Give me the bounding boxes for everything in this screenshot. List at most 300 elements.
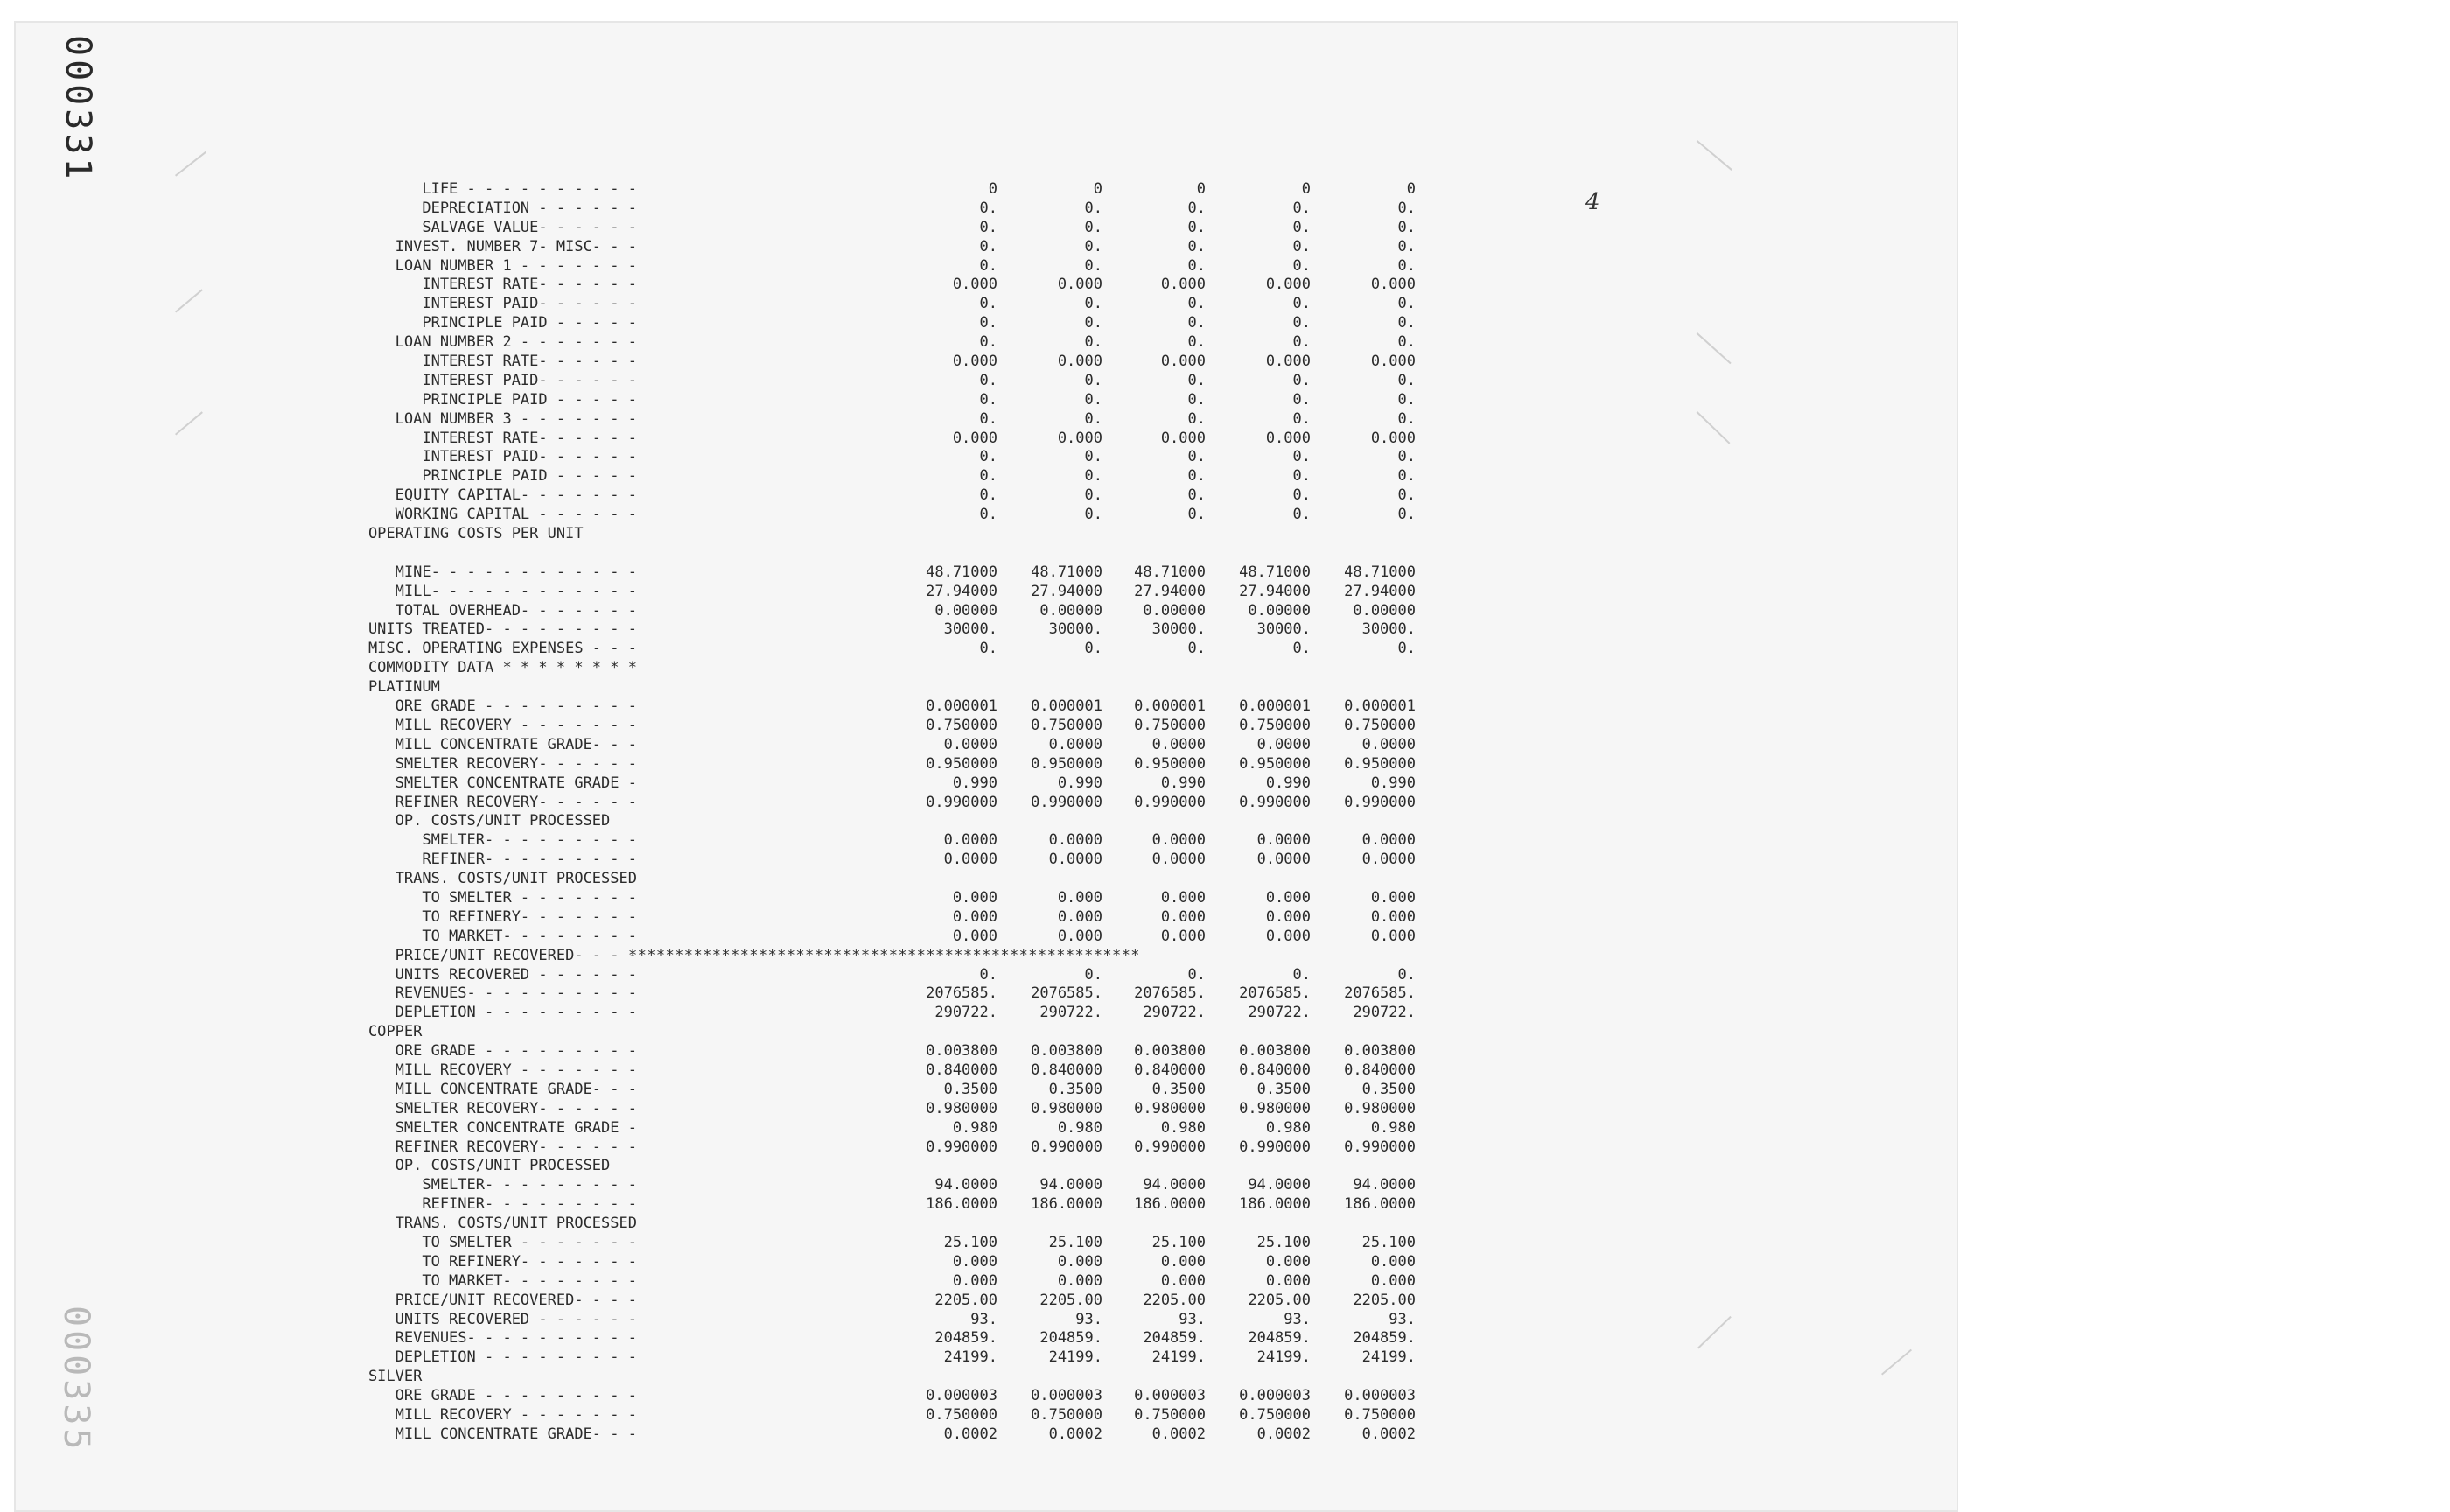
year-3-value: 0.000 <box>1160 1271 1206 1290</box>
report-row <box>332 582 1416 602</box>
year-1-value: 0. <box>979 371 998 389</box>
year-4-value: 0. <box>1292 314 1311 332</box>
year-5-value: 0. <box>1397 218 1416 236</box>
report-row <box>332 965 1416 985</box>
year-5-value: 0.840000 <box>1344 1060 1416 1079</box>
year-1-value: 0. <box>979 218 998 236</box>
year-1-value: 0.990000 <box>926 793 998 811</box>
year-5-value: 0.000 <box>1370 1271 1416 1290</box>
row-label: SMELTER RECOVERY- - - - - - <box>332 1099 637 1117</box>
row-label: TO MARKET- - - - - - - - <box>332 1271 637 1290</box>
year-2-value: 0.3500 <box>1048 1080 1102 1098</box>
row-label: ORE GRADE - - - - - - - - - <box>332 697 637 716</box>
year-4-value: 0.990000 <box>1239 793 1311 811</box>
year-5-value: 0. <box>1397 448 1416 466</box>
handwritten-margin-mark: 4 <box>1586 189 1600 215</box>
year-4-value: 30000. <box>1256 620 1311 639</box>
year-2-value: 0.980 <box>1057 1118 1102 1137</box>
report-row <box>332 390 1416 410</box>
year-1-value: 0. <box>979 295 998 313</box>
year-2-value: 0.000 <box>1057 1271 1102 1290</box>
year-4-value: 0.000 <box>1265 276 1311 294</box>
row-label: PRINCIPLE PAID - - - - - <box>332 390 637 409</box>
row-label: SILVER <box>332 1368 423 1386</box>
year-2-value: 0.00000 <box>1040 601 1102 620</box>
year-4-value: 0.00000 <box>1248 601 1311 620</box>
year-3-value: 0. <box>1187 333 1206 352</box>
year-3-value: 0. <box>1187 486 1206 505</box>
year-4-value: 27.94000 <box>1239 582 1311 600</box>
year-2-value: 0.0002 <box>1048 1424 1102 1443</box>
row-label: EQUITY CAPITAL- - - - - - - <box>332 486 637 505</box>
report-row <box>332 984 1416 1004</box>
year-2-value: 0.990000 <box>1031 1138 1102 1156</box>
row-label: REFINER- - - - - - - - - <box>332 1195 637 1214</box>
row-label: INVEST. NUMBER 7- MISC- - - <box>332 237 637 256</box>
report-row <box>332 1291 1416 1311</box>
report-row <box>332 295 1416 314</box>
report-row <box>332 180 1416 200</box>
year-3-value: 0. <box>1187 390 1206 409</box>
report-row <box>332 601 1416 621</box>
year-4-value: 0.0000 <box>1256 735 1311 753</box>
year-3-value: 0.950000 <box>1134 754 1206 773</box>
year-3-value: 0. <box>1187 371 1206 389</box>
year-3-value: 0. <box>1187 199 1206 217</box>
year-1-value: 0.0002 <box>943 1424 998 1443</box>
year-4-value: 24199. <box>1256 1348 1311 1367</box>
row-label: COPPER <box>332 1023 423 1041</box>
row-label: MILL RECOVERY - - - - - - - <box>332 1060 637 1079</box>
year-2-value: 0 <box>1093 180 1102 198</box>
year-4-value: 0.990000 <box>1239 1138 1311 1156</box>
year-5-value: 27.94000 <box>1344 582 1416 600</box>
year-5-value: 0.000 <box>1370 276 1416 294</box>
report-row <box>332 1348 1416 1368</box>
year-3-value: 0. <box>1187 314 1206 332</box>
report-row <box>332 448 1416 467</box>
row-label: PRICE/UNIT RECOVERED- - - - <box>332 1291 637 1309</box>
overflow-asterisks: ******************************************************* <box>628 946 1140 964</box>
year-3-value: 0.000 <box>1160 888 1206 906</box>
year-5-value: 0 <box>1406 180 1416 198</box>
year-1-value: 0.990000 <box>926 1138 998 1156</box>
year-1-value: 0.003800 <box>926 1042 998 1060</box>
year-5-value: 0. <box>1397 390 1416 409</box>
row-label: DEPRECIATION - - - - - - <box>332 199 637 217</box>
year-2-value: 0. <box>1084 640 1102 658</box>
year-2-value: 0. <box>1084 333 1102 352</box>
year-5-value: 0.750000 <box>1344 716 1416 734</box>
year-2-value: 0.750000 <box>1031 1406 1102 1424</box>
year-3-value: 0.000 <box>1160 1252 1206 1270</box>
report-row <box>332 314 1416 333</box>
report-row <box>332 1195 1416 1214</box>
year-2-value: 0.000 <box>1057 276 1102 294</box>
row-label: TRANS. COSTS/UNIT PROCESSED <box>332 1214 637 1233</box>
year-1-value: 0. <box>979 506 998 524</box>
year-2-value: 0.000001 <box>1031 697 1102 716</box>
faint-page-number-stamp <box>0 1306 96 1346</box>
year-5-value: 290722. <box>1353 1004 1416 1022</box>
year-1-value: 93. <box>970 1310 998 1328</box>
report-row <box>332 870 1172 889</box>
row-label: INTEREST RATE- - - - - - <box>332 276 637 294</box>
year-3-value: 0.000 <box>1160 907 1206 926</box>
year-1-value: 0. <box>979 199 998 217</box>
year-5-value: 0. <box>1397 410 1416 428</box>
year-5-value: 0.0000 <box>1362 850 1416 869</box>
year-4-value: 0.000003 <box>1239 1387 1311 1405</box>
year-4-value: 204859. <box>1248 1329 1311 1348</box>
year-1-value: 30000. <box>943 620 998 639</box>
year-3-value: 204859. <box>1143 1329 1206 1348</box>
year-2-value: 2076585. <box>1031 984 1102 1003</box>
report-row <box>332 1271 1416 1292</box>
report-row <box>332 1176 1416 1195</box>
year-1-value: 186.0000 <box>926 1195 998 1214</box>
year-2-value: 27.94000 <box>1031 582 1102 600</box>
year-5-value: 0.000 <box>1370 927 1416 945</box>
year-4-value: 0.000 <box>1265 927 1311 945</box>
year-2-value: 0. <box>1084 237 1102 256</box>
year-2-value: 0.000 <box>1057 1252 1102 1270</box>
year-3-value: 0.990 <box>1160 774 1206 792</box>
year-5-value: 0. <box>1397 199 1416 217</box>
year-1-value: 0 <box>988 180 998 198</box>
year-1-value: 2076585. <box>926 984 998 1003</box>
report-row <box>332 697 1416 717</box>
year-5-value: 0.000 <box>1370 907 1416 926</box>
year-2-value: 0.000 <box>1057 353 1102 371</box>
year-2-value: 0. <box>1084 486 1102 505</box>
year-3-value: 0 <box>1196 180 1206 198</box>
report-row <box>332 199 1416 219</box>
year-5-value: 0.000001 <box>1344 697 1416 716</box>
row-label: UNITS TREATED- - - - - - - - - <box>332 620 637 639</box>
year-3-value: 24199. <box>1152 1348 1206 1367</box>
report-row <box>332 525 1172 544</box>
year-1-value: 0.950000 <box>926 754 998 773</box>
report-row <box>332 1060 1416 1081</box>
report-row <box>332 927 1416 947</box>
year-3-value: 0. <box>1187 640 1206 658</box>
row-label: LIFE - - - - - - - - - - <box>332 180 637 198</box>
year-5-value: 0.980000 <box>1344 1099 1416 1117</box>
row-label: TO MARKET- - - - - - - - <box>332 927 637 945</box>
row-label: MINE- - - - - - - - - - - - <box>332 563 637 581</box>
row-label: INTEREST RATE- - - - - - <box>332 429 637 447</box>
report-row <box>332 754 1416 774</box>
year-1-value: 0. <box>979 390 998 409</box>
year-2-value: 204859. <box>1040 1329 1102 1348</box>
report-row <box>332 1387 1416 1406</box>
report-row <box>332 774 1416 794</box>
year-5-value: 0. <box>1397 256 1416 275</box>
year-3-value: 0. <box>1187 506 1206 524</box>
year-4-value: 0. <box>1292 199 1311 217</box>
year-1-value: 0.0000 <box>943 850 998 869</box>
year-4-value: 0. <box>1292 237 1311 256</box>
year-1-value: 0.000 <box>952 353 998 371</box>
year-2-value: 0.000 <box>1057 429 1102 447</box>
year-2-value: 0.750000 <box>1031 716 1102 734</box>
row-label: OP. COSTS/UNIT PROCESSED <box>332 1157 611 1175</box>
year-4-value: 186.0000 <box>1239 1195 1311 1214</box>
year-1-value: 0. <box>979 965 998 984</box>
report-row <box>332 1118 1416 1138</box>
year-3-value: 0. <box>1187 295 1206 313</box>
row-label: TO REFINERY- - - - - - - <box>332 907 637 926</box>
row-label: REFINER RECOVERY- - - - - - <box>332 793 637 811</box>
row-label: INTEREST PAID- - - - - - <box>332 295 637 313</box>
year-4-value: 0 <box>1301 180 1311 198</box>
report-row <box>332 486 1416 506</box>
year-2-value: 0.000 <box>1057 927 1102 945</box>
year-5-value: 186.0000 <box>1344 1195 1416 1214</box>
report-row <box>332 371 1416 391</box>
year-3-value: 27.94000 <box>1134 582 1206 600</box>
row-label: SMELTER RECOVERY- - - - - - <box>332 754 637 773</box>
report-row <box>332 218 1416 238</box>
year-3-value: 0. <box>1187 256 1206 275</box>
year-3-value: 0.0000 <box>1152 735 1206 753</box>
report-row <box>332 1004 1416 1023</box>
year-4-value: 0. <box>1292 467 1311 486</box>
year-4-value: 2205.00 <box>1248 1291 1311 1309</box>
year-1-value: 0.000 <box>952 888 998 906</box>
year-5-value: 0. <box>1397 467 1416 486</box>
year-3-value: 0.003800 <box>1134 1042 1206 1060</box>
year-5-value: 0.000 <box>1370 353 1416 371</box>
year-5-value: 0.990000 <box>1344 793 1416 811</box>
year-3-value: 0.990000 <box>1134 793 1206 811</box>
row-label: MILL- - - - - - - - - - - - <box>332 582 637 600</box>
row-label: OPERATING COSTS PER UNIT <box>332 525 584 543</box>
row-label: TOTAL OVERHEAD- - - - - - - <box>332 601 637 620</box>
year-5-value: 0.750000 <box>1344 1406 1416 1424</box>
year-4-value: 0.000 <box>1265 353 1311 371</box>
row-label: PRINCIPLE PAID - - - - - <box>332 314 637 332</box>
row-label: INTEREST PAID- - - - - - <box>332 448 637 466</box>
report-row <box>332 256 1416 276</box>
year-2-value: 0. <box>1084 467 1102 486</box>
year-5-value: 0. <box>1397 965 1416 984</box>
row-label: INTEREST RATE- - - - - - <box>332 353 637 371</box>
row-label: TO SMELTER - - - - - - - <box>332 1233 637 1251</box>
year-4-value: 0.950000 <box>1239 754 1311 773</box>
year-4-value: 0.000 <box>1265 907 1311 926</box>
year-5-value: 94.0000 <box>1353 1176 1416 1194</box>
year-4-value: 0.000 <box>1265 1271 1311 1290</box>
row-label: PRINCIPLE PAID - - - - - <box>332 467 637 486</box>
year-2-value: 0.000003 <box>1031 1387 1102 1405</box>
report-row <box>332 850 1416 870</box>
year-5-value: 0. <box>1397 486 1416 505</box>
year-5-value: 0.990 <box>1370 774 1416 792</box>
year-3-value: 0.00000 <box>1143 601 1206 620</box>
year-3-value: 0. <box>1187 410 1206 428</box>
year-3-value: 0.0000 <box>1152 831 1206 850</box>
year-2-value: 25.100 <box>1048 1233 1102 1251</box>
year-1-value: 27.94000 <box>926 582 998 600</box>
year-4-value: 0.003800 <box>1239 1042 1311 1060</box>
year-1-value: 0.750000 <box>926 1406 998 1424</box>
year-3-value: 0. <box>1187 237 1206 256</box>
year-2-value: 0.990 <box>1057 774 1102 792</box>
report-row <box>332 1424 1416 1445</box>
report-row <box>332 429 1416 449</box>
year-4-value: 0.990 <box>1265 774 1311 792</box>
year-2-value: 0. <box>1084 199 1102 217</box>
report-row <box>332 659 1172 678</box>
year-4-value: 0.750000 <box>1239 1406 1311 1424</box>
report-row <box>332 888 1416 908</box>
year-4-value: 0.000001 <box>1239 697 1311 716</box>
year-1-value: 0.000 <box>952 1252 998 1270</box>
year-1-value: 0.990 <box>952 774 998 792</box>
year-3-value: 25.100 <box>1152 1233 1206 1251</box>
year-2-value: 30000. <box>1048 620 1102 639</box>
row-label: REVENUES- - - - - - - - - - <box>332 984 637 1003</box>
report-row <box>332 506 1416 525</box>
year-5-value: 0. <box>1397 295 1416 313</box>
year-2-value: 0.0000 <box>1048 850 1102 869</box>
report-row <box>332 620 1416 640</box>
page-number-stamp <box>0 35 98 75</box>
year-3-value: 0.000001 <box>1134 697 1206 716</box>
year-1-value: 0. <box>979 467 998 486</box>
year-1-value: 0.000003 <box>926 1387 998 1405</box>
report-row <box>332 237 1416 257</box>
year-1-value: 204859. <box>934 1329 998 1348</box>
row-label: UNITS RECOVERED - - - - - - <box>332 1310 637 1328</box>
year-2-value: 2205.00 <box>1040 1291 1102 1309</box>
year-4-value: 0. <box>1292 333 1311 352</box>
year-5-value: 30000. <box>1362 620 1416 639</box>
year-3-value: 0.980000 <box>1134 1099 1206 1117</box>
row-label: INTEREST PAID- - - - - - <box>332 371 637 389</box>
year-3-value: 0.0000 <box>1152 850 1206 869</box>
year-4-value: 93. <box>1284 1310 1311 1328</box>
year-3-value: 0.000003 <box>1134 1387 1206 1405</box>
row-label: PRICE/UNIT RECOVERED- - - - <box>332 946 637 964</box>
year-3-value: 0.750000 <box>1134 716 1206 734</box>
year-5-value: 0.00000 <box>1353 601 1416 620</box>
year-5-value: 0.0000 <box>1362 831 1416 850</box>
year-4-value: 0.840000 <box>1239 1060 1311 1079</box>
year-1-value: 0.000 <box>952 276 998 294</box>
year-5-value: 48.71000 <box>1344 563 1416 581</box>
year-1-value: 0. <box>979 256 998 275</box>
year-5-value: 0.950000 <box>1344 754 1416 773</box>
year-2-value: 0.000 <box>1057 907 1102 926</box>
year-3-value: 0.000 <box>1160 429 1206 447</box>
year-1-value: 25.100 <box>943 1233 998 1251</box>
year-3-value: 0. <box>1187 467 1206 486</box>
row-label: COMMODITY DATA * * * * * * * * <box>332 659 637 677</box>
year-4-value: 0. <box>1292 371 1311 389</box>
year-2-value: 93. <box>1075 1310 1102 1328</box>
year-1-value: 0.980 <box>952 1118 998 1137</box>
year-3-value: 48.71000 <box>1134 563 1206 581</box>
row-label: DEPLETION - - - - - - - - - <box>332 1348 637 1367</box>
row-label: LOAN NUMBER 3 - - - - - - - <box>332 410 637 428</box>
year-3-value: 0.000 <box>1160 927 1206 945</box>
year-5-value: 0.0002 <box>1362 1424 1416 1443</box>
year-1-value: 0. <box>979 333 998 352</box>
row-label: TO SMELTER - - - - - - - <box>332 888 637 906</box>
report-row <box>332 563 1416 583</box>
year-2-value: 0.000 <box>1057 888 1102 906</box>
year-3-value: 94.0000 <box>1143 1176 1206 1194</box>
year-5-value: 0.990000 <box>1344 1138 1416 1156</box>
year-1-value: 0. <box>979 237 998 256</box>
year-4-value: 0. <box>1292 410 1311 428</box>
year-4-value: 2076585. <box>1239 984 1311 1003</box>
year-1-value: 0.0000 <box>943 831 998 850</box>
year-5-value: 0.000 <box>1370 1252 1416 1270</box>
report-row <box>332 1310 1416 1330</box>
year-2-value: 0.980000 <box>1031 1099 1102 1117</box>
year-2-value: 0. <box>1084 410 1102 428</box>
row-label: TRANS. COSTS/UNIT PROCESSED <box>332 870 637 888</box>
year-4-value: 0.000 <box>1265 888 1311 906</box>
year-1-value: 2205.00 <box>934 1291 998 1309</box>
year-5-value: 0. <box>1397 506 1416 524</box>
year-4-value: 0.0002 <box>1256 1424 1311 1443</box>
year-2-value: 0. <box>1084 256 1102 275</box>
year-3-value: 0.0002 <box>1152 1424 1206 1443</box>
year-1-value: 0. <box>979 410 998 428</box>
year-2-value: 0.840000 <box>1031 1060 1102 1079</box>
row-label: REVENUES- - - - - - - - - - <box>332 1329 637 1348</box>
report-row <box>332 1023 1172 1042</box>
year-2-value: 0.0000 <box>1048 831 1102 850</box>
year-1-value: 0.840000 <box>926 1060 998 1079</box>
year-1-value: 0.3500 <box>943 1080 998 1098</box>
year-3-value: 93. <box>1179 1310 1206 1328</box>
year-4-value: 0. <box>1292 256 1311 275</box>
year-3-value: 0.840000 <box>1134 1060 1206 1079</box>
year-3-value: 0.3500 <box>1152 1080 1206 1098</box>
year-4-value: 0.000 <box>1265 429 1311 447</box>
year-4-value: 0. <box>1292 218 1311 236</box>
report-row <box>332 276 1416 295</box>
report-row <box>332 1406 1416 1425</box>
year-3-value: 0. <box>1187 965 1206 984</box>
year-1-value: 48.71000 <box>926 563 998 581</box>
row-label: MILL RECOVERY - - - - - - - <box>332 716 637 734</box>
year-5-value: 0.003800 <box>1344 1042 1416 1060</box>
report-row <box>332 1233 1416 1253</box>
year-3-value: 186.0000 <box>1134 1195 1206 1214</box>
year-5-value: 0.000003 <box>1344 1387 1416 1405</box>
year-1-value: 0. <box>979 448 998 466</box>
report-row <box>332 678 1172 697</box>
report-row <box>332 1214 1172 1234</box>
year-2-value: 0. <box>1084 295 1102 313</box>
year-2-value: 24199. <box>1048 1348 1102 1367</box>
year-4-value: 25.100 <box>1256 1233 1311 1251</box>
year-5-value: 0.000 <box>1370 429 1416 447</box>
year-5-value: 24199. <box>1362 1348 1416 1367</box>
report-row <box>332 544 1172 564</box>
row-label: UNITS RECOVERED - - - - - - <box>332 965 637 984</box>
year-4-value: 290722. <box>1248 1004 1311 1022</box>
year-1-value: 24199. <box>943 1348 998 1367</box>
year-4-value: 0. <box>1292 448 1311 466</box>
